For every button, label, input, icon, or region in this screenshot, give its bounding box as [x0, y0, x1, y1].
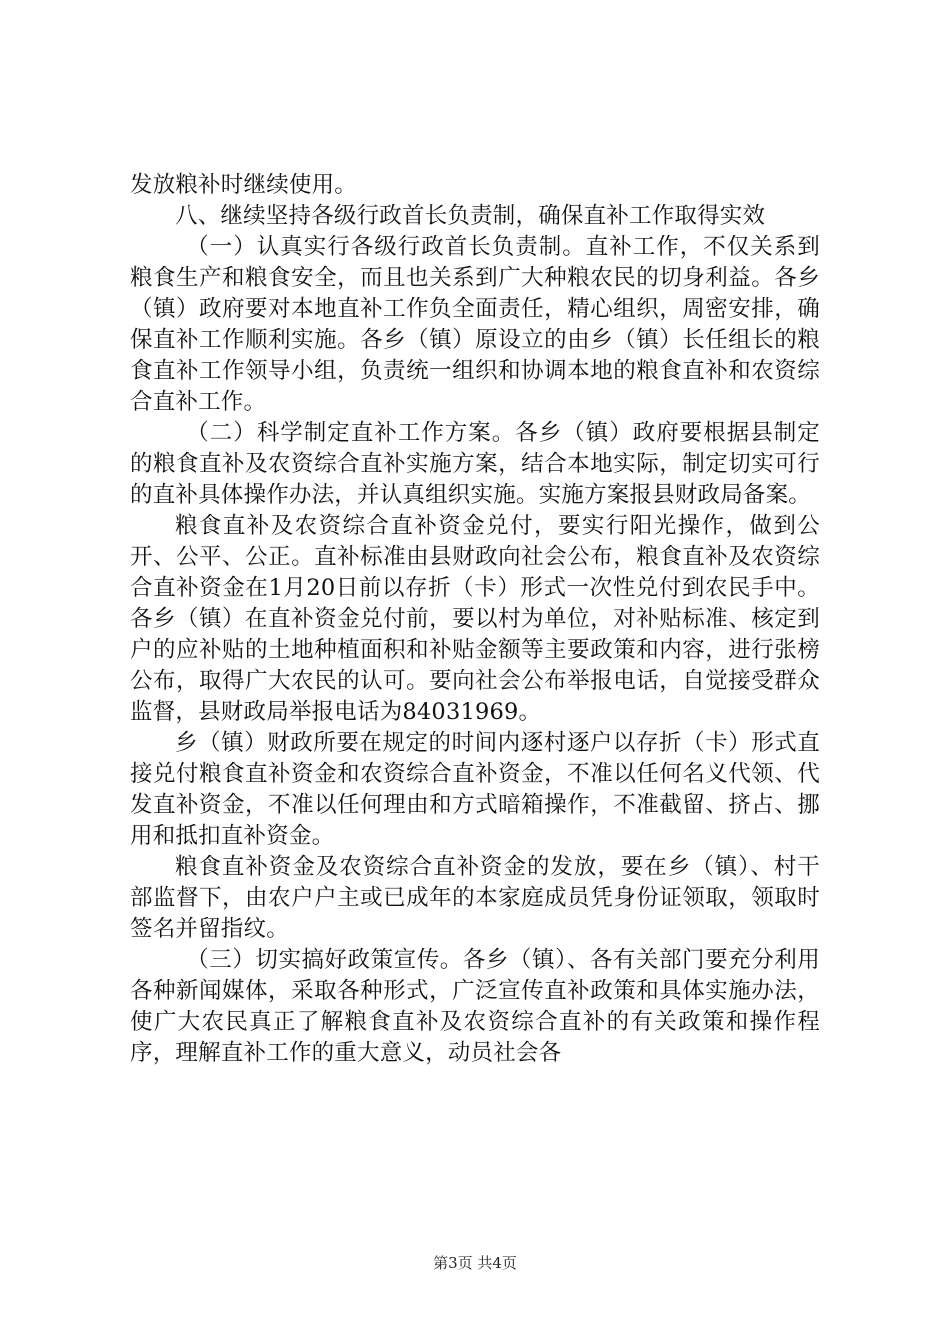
paragraph-finance-office: 乡（镇）财政所要在规定的时间内逐村逐户以存折（卡）形式直接兑付粮食直补资金和农资综合直补资金，不准以任何名义代领、代发直补资金，不准以任何理由和方式暗箱操作，不准截留、挤占、挪用和抵扣直补资金。 — [130, 730, 820, 849]
paragraph-fund-payment: 粮食直补及农资综合直补资金兑付，要实行阳光操作，做到公开、公平、公正。直补标准由县财政向社会公布，粮食直补及农资综合直补资金在1月20日前以存折（卡）形式一次性兑付到农民手中。各乡（镇）在直补资金兑付前，要以村为单位，对补贴标准、核定到户的应补贴的土地种植面积和补贴金额等主要政策和内容，进行张榜公布，取得广大农民的认可。要向社会公布举报电话，自觉接受群众监督，县财政局举报电话为84031969。 — [130, 513, 820, 725]
page-footer: 第3页 共4页 — [433, 1254, 517, 1272]
paragraph-fund-distribution: 粮食直补资金及农资综合直补资金的发放，要在乡（镇）、村干部监督下，由农户户主或已成年的本家庭成员凭身份证领取，领取时签名并留指纹。 — [130, 854, 820, 942]
section-heading-8: 八、继续坚持各级行政首长负责制，确保直补工作取得实效 — [175, 203, 766, 229]
document-body — [130, 170, 820, 1069]
paragraph-item-2: （二）科学制定直补工作方案。各乡（镇）政府要根据县制定的粮食直补及农资综合直补实施方案，结合本地实际，制定切实可行的直补具体操作办法，并认真组织实施。实施方案报县财政局备案。 — [130, 420, 820, 508]
paragraph-item-3: （三）切实搞好政策宣传。各乡（镇）、各有关部门要充分利用各种新闻媒体，采取各种形式，广泛宣传直补政策和具体实施办法，使广大农民真正了解粮食直补及农资综合直补的有关政策和操作程序，理解直补工作的重大意义，动员社会各 — [130, 947, 820, 1066]
paragraph-item-1: （一）认真实行各级行政首长负责制。直补工作，不仅关系到粮食生产和粮食安全，而且也关系到广大种粮农民的切身利益。各乡（镇）政府要对本地直补工作负全面责任，精心组织，周密安排，确保直补工作顺利实施。各乡（镇）原设立的由乡（镇）长任组长的粮食直补工作领导小组，负责统一组织和协调本地的粮食直补和农资综合直补工作。 — [130, 234, 820, 415]
paragraph-continuation: 发放粮补时继续使用。 — [130, 172, 358, 198]
